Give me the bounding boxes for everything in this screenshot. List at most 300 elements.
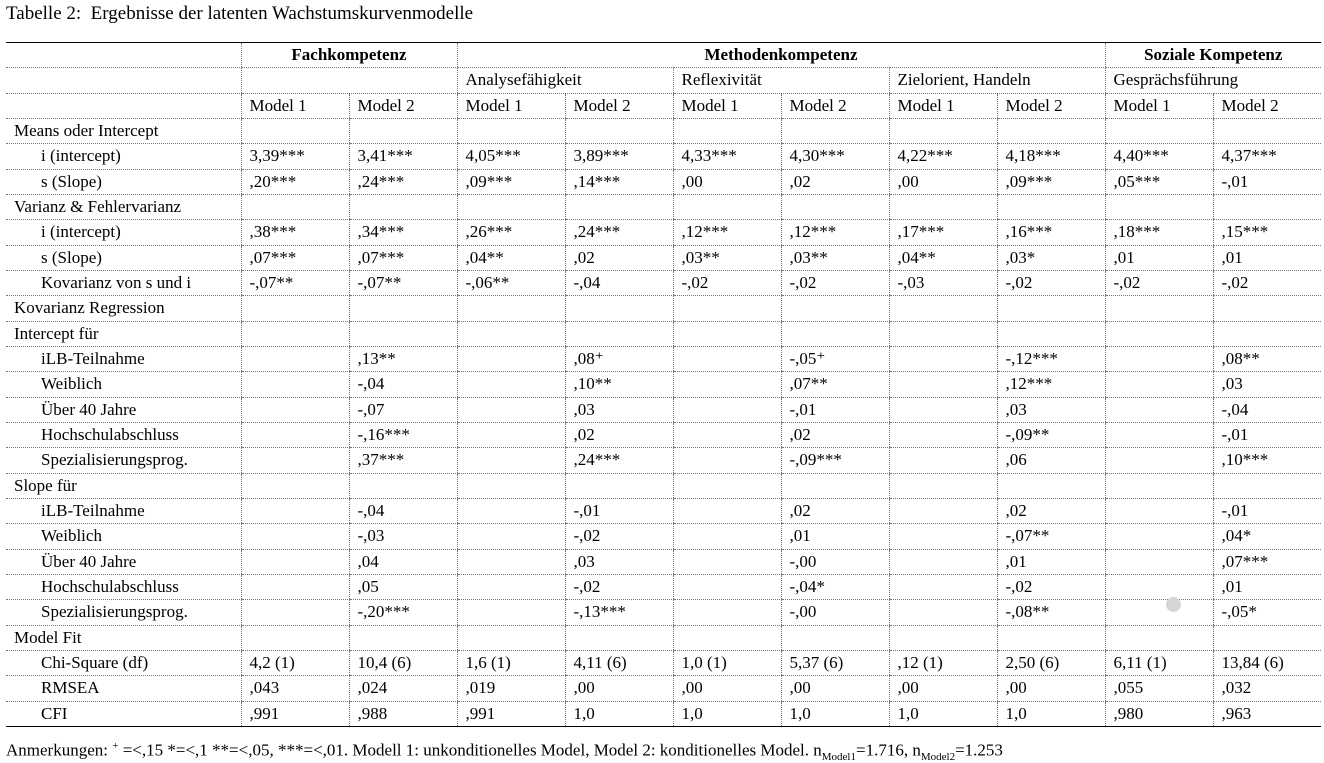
model-header: Model 2: [997, 93, 1105, 118]
value-cell: [997, 625, 1105, 650]
value-cell: 13,84 (6): [1213, 650, 1321, 675]
subheader-zielorient-handeln: Zielorient, Handeln: [889, 68, 1105, 93]
value-cell: [241, 473, 349, 498]
value-cell: -,01: [781, 397, 889, 422]
header-empty-cell: [6, 68, 241, 93]
value-cell: [349, 296, 457, 321]
value-cell: [889, 346, 997, 371]
value-cell: [997, 321, 1105, 346]
value-cell: ,01: [781, 524, 889, 549]
value-cell: ,03**: [781, 245, 889, 270]
model-header: Model 2: [349, 93, 457, 118]
value-cell: ,01: [1213, 574, 1321, 599]
table-row: [6, 600, 1321, 625]
value-cell: -,03: [889, 270, 997, 295]
value-cell: [673, 448, 781, 473]
value-cell: ,00: [781, 676, 889, 701]
row-label: Intercept für: [6, 321, 241, 346]
value-cell: [565, 296, 673, 321]
value-cell: -,04: [349, 372, 457, 397]
value-cell: -,02: [673, 270, 781, 295]
value-cell: [997, 296, 1105, 321]
value-cell: -,01: [565, 498, 673, 523]
value-cell: [457, 194, 565, 219]
value-cell: [457, 346, 565, 371]
value-cell: ,12***: [997, 372, 1105, 397]
value-cell: [673, 397, 781, 422]
table-row: [6, 524, 1321, 549]
value-cell: 4,2 (1): [241, 650, 349, 675]
row-label: Hochschulabschluss: [6, 574, 241, 599]
value-cell: [673, 194, 781, 219]
value-cell: [241, 625, 349, 650]
header-empty-cell: [6, 43, 241, 68]
value-cell: [1105, 473, 1213, 498]
value-cell: ,019: [457, 676, 565, 701]
value-cell: 4,33***: [673, 144, 781, 169]
footnote-end: =1.253: [955, 740, 1003, 760]
row-label: Varianz & Fehlervarianz: [6, 194, 241, 219]
value-cell: [457, 473, 565, 498]
value-cell: [1105, 194, 1213, 219]
model-header: Model 2: [781, 93, 889, 118]
value-cell: -,02: [997, 574, 1105, 599]
table-row: [6, 270, 1321, 295]
table-row: [6, 473, 1321, 498]
value-cell: [457, 625, 565, 650]
value-cell: [565, 118, 673, 143]
value-cell: [241, 372, 349, 397]
value-cell: -,02: [565, 524, 673, 549]
value-cell: ,10**: [565, 372, 673, 397]
model-header: Model 2: [1213, 93, 1321, 118]
table-row: [6, 321, 1321, 346]
value-cell: [1105, 321, 1213, 346]
value-cell: [889, 498, 997, 523]
value-cell: [673, 473, 781, 498]
value-cell: ,09***: [997, 169, 1105, 194]
header-row-groups: [6, 43, 1321, 68]
value-cell: [241, 498, 349, 523]
value-cell: [781, 625, 889, 650]
row-label: Über 40 Jahre: [6, 549, 241, 574]
value-cell: ,04**: [889, 245, 997, 270]
value-cell: 1,0: [565, 701, 673, 726]
value-cell: -,00: [781, 549, 889, 574]
table-row: [6, 144, 1321, 169]
model-header: Model 1: [241, 93, 349, 118]
value-cell: [1105, 448, 1213, 473]
value-cell: [889, 448, 997, 473]
model-header: Model 1: [457, 93, 565, 118]
value-cell: ,16***: [997, 220, 1105, 245]
value-cell: [241, 422, 349, 447]
value-cell: ,980: [1105, 701, 1213, 726]
value-cell: ,02: [997, 498, 1105, 523]
value-cell: [1105, 498, 1213, 523]
value-cell: -,06**: [457, 270, 565, 295]
group-header-methodenkompetenz: Methodenkompetenz: [457, 43, 1105, 68]
row-label: Slope für: [6, 473, 241, 498]
value-cell: ,38***: [241, 220, 349, 245]
value-cell: ,03: [997, 397, 1105, 422]
value-cell: [889, 600, 997, 625]
value-cell: 1,0: [781, 701, 889, 726]
value-cell: [457, 422, 565, 447]
value-cell: [673, 574, 781, 599]
value-cell: -,04: [1213, 397, 1321, 422]
value-cell: [565, 473, 673, 498]
value-cell: [457, 498, 565, 523]
value-cell: ,01: [1105, 245, 1213, 270]
value-cell: -,01: [1213, 169, 1321, 194]
row-label: Spezialisierungsprog.: [6, 448, 241, 473]
row-label: iLB-Teilnahme: [6, 498, 241, 523]
group-header-fachkompetenz: Fachkompetenz: [241, 43, 457, 68]
row-label: i (intercept): [6, 144, 241, 169]
value-cell: [1213, 296, 1321, 321]
value-cell: ,05: [349, 574, 457, 599]
value-cell: ,37***: [349, 448, 457, 473]
value-cell: [565, 625, 673, 650]
value-cell: [1105, 397, 1213, 422]
value-cell: ,04: [349, 549, 457, 574]
value-cell: ,03: [565, 397, 673, 422]
value-cell: ,00: [889, 676, 997, 701]
value-cell: ,02: [781, 422, 889, 447]
value-cell: ,03: [1213, 372, 1321, 397]
value-cell: [997, 473, 1105, 498]
footnote-subscript-model1: Model1: [821, 751, 856, 763]
value-cell: [1105, 574, 1213, 599]
value-cell: [1105, 422, 1213, 447]
value-cell: ,24***: [565, 448, 673, 473]
value-cell: [241, 346, 349, 371]
row-label: Model Fit: [6, 625, 241, 650]
value-cell: ,024: [349, 676, 457, 701]
value-cell: [349, 473, 457, 498]
value-cell: [241, 118, 349, 143]
table-row: [6, 220, 1321, 245]
value-cell: -,02: [781, 270, 889, 295]
row-label: i (intercept): [6, 220, 241, 245]
value-cell: ,991: [241, 701, 349, 726]
value-cell: -,12***: [997, 346, 1105, 371]
value-cell: [457, 397, 565, 422]
value-cell: 5,37 (6): [781, 650, 889, 675]
value-cell: 6,11 (1): [1105, 650, 1213, 675]
value-cell: [673, 118, 781, 143]
row-label: Kovarianz von s und i: [6, 270, 241, 295]
value-cell: [889, 397, 997, 422]
value-cell: ,34***: [349, 220, 457, 245]
value-cell: [1213, 625, 1321, 650]
value-cell: ,02: [565, 422, 673, 447]
value-cell: -,16***: [349, 422, 457, 447]
table-row: [6, 650, 1321, 675]
value-cell: ,06: [997, 448, 1105, 473]
table-row: [6, 194, 1321, 219]
subheader-gespraechsfuehrung: Gesprächsführung: [1105, 68, 1321, 93]
value-cell: [1105, 118, 1213, 143]
table-row: [6, 676, 1321, 701]
value-cell: ,05***: [1105, 169, 1213, 194]
value-cell: [1105, 625, 1213, 650]
value-cell: ,00: [997, 676, 1105, 701]
value-cell: -,00: [781, 600, 889, 625]
value-cell: [457, 296, 565, 321]
row-label: s (Slope): [6, 169, 241, 194]
value-cell: ,26***: [457, 220, 565, 245]
value-cell: [565, 194, 673, 219]
row-label: Spezialisierungsprog.: [6, 600, 241, 625]
value-cell: ,00: [673, 676, 781, 701]
value-cell: ,01: [997, 549, 1105, 574]
table-row: [6, 701, 1321, 726]
value-cell: 4,40***: [1105, 144, 1213, 169]
subheader-analysefaehigkeit: Analysefähigkeit: [457, 68, 673, 93]
value-cell: ,07**: [781, 372, 889, 397]
value-cell: -,02: [997, 270, 1105, 295]
value-cell: ,055: [1105, 676, 1213, 701]
table-footnote: [6, 740, 1003, 763]
value-cell: [457, 574, 565, 599]
value-cell: 3,39***: [241, 144, 349, 169]
value-cell: [1213, 321, 1321, 346]
value-cell: [457, 118, 565, 143]
footnote-main: =<,15 *=<,1 **=<,05, ***=<,01. Modell 1: unkonditionelles Model, Model 2: konditionelles Model. n: [118, 740, 822, 760]
value-cell: ,12***: [781, 220, 889, 245]
table-row: [6, 372, 1321, 397]
row-label: RMSEA: [6, 676, 241, 701]
value-cell: ,988: [349, 701, 457, 726]
value-cell: -,04: [565, 270, 673, 295]
value-cell: [781, 118, 889, 143]
value-cell: [781, 321, 889, 346]
value-cell: [673, 296, 781, 321]
row-label: Hochschulabschluss: [6, 422, 241, 447]
table-row: [6, 346, 1321, 371]
value-cell: [673, 498, 781, 523]
subheader-reflexivitaet: Reflexivität: [673, 68, 889, 93]
value-cell: [889, 296, 997, 321]
value-cell: ,07***: [349, 245, 457, 270]
value-cell: [565, 321, 673, 346]
value-cell: 1,6 (1): [457, 650, 565, 675]
value-cell: ,10***: [1213, 448, 1321, 473]
value-cell: -,07**: [349, 270, 457, 295]
value-cell: [889, 625, 997, 650]
value-cell: [241, 194, 349, 219]
value-cell: [781, 473, 889, 498]
value-cell: -,20***: [349, 600, 457, 625]
value-cell: [1105, 296, 1213, 321]
value-cell: [673, 372, 781, 397]
value-cell: 1,0 (1): [673, 650, 781, 675]
value-cell: [889, 574, 997, 599]
table-row: [6, 118, 1321, 143]
model-header: Model 1: [1105, 93, 1213, 118]
value-cell: [457, 600, 565, 625]
value-cell: [349, 625, 457, 650]
value-cell: -,01: [1213, 498, 1321, 523]
footnote-mid: =1.716, n: [856, 740, 921, 760]
value-cell: -,03: [349, 524, 457, 549]
value-cell: [457, 549, 565, 574]
table-row: [6, 422, 1321, 447]
value-cell: [241, 397, 349, 422]
value-cell: ,00: [889, 169, 997, 194]
table-row: [6, 169, 1321, 194]
value-cell: [673, 321, 781, 346]
value-cell: [997, 194, 1105, 219]
value-cell: [241, 321, 349, 346]
value-cell: 4,11 (6): [565, 650, 673, 675]
value-cell: ,00: [673, 169, 781, 194]
value-cell: -,04*: [781, 574, 889, 599]
results-table: [6, 42, 1321, 727]
row-label: Kovarianz Regression: [6, 296, 241, 321]
value-cell: ,01: [1213, 245, 1321, 270]
value-cell: ,12***: [673, 220, 781, 245]
footnote-plus-superscript: +: [112, 740, 119, 752]
value-cell: ,991: [457, 701, 565, 726]
value-cell: ,09***: [457, 169, 565, 194]
value-cell: [889, 372, 997, 397]
header-empty-cell: [6, 93, 241, 118]
table-row: [6, 498, 1321, 523]
value-cell: 4,37***: [1213, 144, 1321, 169]
value-cell: 1,0: [889, 701, 997, 726]
value-cell: [1105, 372, 1213, 397]
table-row: [6, 296, 1321, 321]
value-cell: 4,22***: [889, 144, 997, 169]
value-cell: [889, 549, 997, 574]
value-cell: -,02: [1213, 270, 1321, 295]
value-cell: [1213, 473, 1321, 498]
value-cell: [889, 473, 997, 498]
value-cell: [889, 422, 997, 447]
value-cell: ,08⁺: [565, 346, 673, 371]
row-label: Chi-Square (df): [6, 650, 241, 675]
value-cell: [781, 296, 889, 321]
table-row: [6, 625, 1321, 650]
model-header: Model 2: [565, 93, 673, 118]
value-cell: 4,30***: [781, 144, 889, 169]
value-cell: -,08**: [997, 600, 1105, 625]
row-label: Weiblich: [6, 524, 241, 549]
value-cell: ,02: [781, 169, 889, 194]
header-row-subgroups: [6, 68, 1321, 93]
value-cell: [241, 549, 349, 574]
value-cell: ,02: [565, 245, 673, 270]
table-row: [6, 574, 1321, 599]
row-label: CFI: [6, 701, 241, 726]
value-cell: [673, 346, 781, 371]
value-cell: [1213, 194, 1321, 219]
table-row: [6, 397, 1321, 422]
row-label: s (Slope): [6, 245, 241, 270]
value-cell: -,04: [349, 498, 457, 523]
value-cell: -,05⁺: [781, 346, 889, 371]
footnote-subscript-model2: Model2: [920, 751, 956, 763]
value-cell: ,07***: [1213, 549, 1321, 574]
value-cell: [1105, 600, 1213, 625]
value-cell: [1213, 118, 1321, 143]
value-cell: ,04*: [1213, 524, 1321, 549]
value-cell: [1105, 549, 1213, 574]
value-cell: ,20***: [241, 169, 349, 194]
table-row: [6, 448, 1321, 473]
value-cell: ,07***: [241, 245, 349, 270]
value-cell: -,07: [349, 397, 457, 422]
value-cell: [349, 194, 457, 219]
value-cell: -,05*: [1213, 600, 1321, 625]
value-cell: ,04**: [457, 245, 565, 270]
value-cell: ,13**: [349, 346, 457, 371]
value-cell: ,24***: [565, 220, 673, 245]
value-cell: ,03*: [997, 245, 1105, 270]
value-cell: ,963: [1213, 701, 1321, 726]
value-cell: 10,4 (6): [349, 650, 457, 675]
value-cell: ,043: [241, 676, 349, 701]
value-cell: -,07**: [241, 270, 349, 295]
value-cell: 1,0: [673, 701, 781, 726]
value-cell: [349, 118, 457, 143]
value-cell: -,02: [565, 574, 673, 599]
value-cell: ,08**: [1213, 346, 1321, 371]
value-cell: [1105, 346, 1213, 371]
value-cell: ,15***: [1213, 220, 1321, 245]
value-cell: [889, 194, 997, 219]
model-header: Model 1: [673, 93, 781, 118]
value-cell: ,12 (1): [889, 650, 997, 675]
value-cell: ,18***: [1105, 220, 1213, 245]
footnote-prefix: Anmerkungen:: [6, 740, 113, 760]
value-cell: ,17***: [889, 220, 997, 245]
value-cell: 3,41***: [349, 144, 457, 169]
value-cell: ,032: [1213, 676, 1321, 701]
value-cell: [781, 194, 889, 219]
cursor-indicator: [1166, 597, 1181, 612]
value-cell: [673, 549, 781, 574]
value-cell: 2,50 (6): [997, 650, 1105, 675]
value-cell: [241, 448, 349, 473]
value-cell: ,24***: [349, 169, 457, 194]
value-cell: ,02: [781, 498, 889, 523]
row-label: Über 40 Jahre: [6, 397, 241, 422]
value-cell: [997, 118, 1105, 143]
value-cell: ,03**: [673, 245, 781, 270]
value-cell: -,09***: [781, 448, 889, 473]
value-cell: [349, 321, 457, 346]
row-label: Means oder Intercept: [6, 118, 241, 143]
value-cell: [241, 600, 349, 625]
value-cell: [673, 625, 781, 650]
value-cell: -,02: [1105, 270, 1213, 295]
value-cell: [241, 296, 349, 321]
value-cell: 4,05***: [457, 144, 565, 169]
value-cell: [241, 524, 349, 549]
group-header-soziale-kompetenz: Soziale Kompetenz: [1105, 43, 1321, 68]
table-row: [6, 549, 1321, 574]
value-cell: [457, 372, 565, 397]
value-cell: ,03: [565, 549, 673, 574]
value-cell: [1105, 524, 1213, 549]
value-cell: [889, 524, 997, 549]
value-cell: -,01: [1213, 422, 1321, 447]
table-row: [6, 245, 1321, 270]
